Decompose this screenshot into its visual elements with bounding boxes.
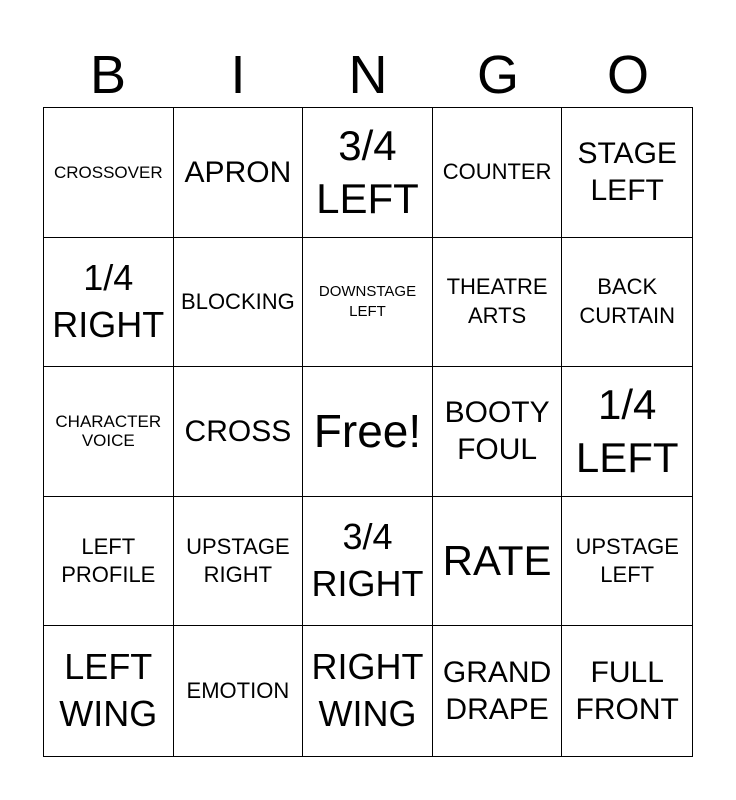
header-letter-g: G [476,45,519,105]
bingo-cell[interactable]: 1/4 RIGHT [44,238,174,368]
bingo-cell[interactable]: COUNTER [433,108,563,238]
header-letter-o: O [606,45,649,105]
bingo-cell[interactable]: CHARACTER VOICE [44,367,174,497]
bingo-cell[interactable]: 3/4 LEFT [303,108,433,238]
header-letter-b: B [89,45,127,105]
bingo-cell[interactable]: 1/4 LEFT [562,367,692,497]
bingo-header [43,44,693,106]
header-letter-i: I [230,45,246,105]
bingo-cell[interactable]: LEFT PROFILE [44,497,174,627]
bingo-cell[interactable]: 3/4 RIGHT [303,497,433,627]
bingo-cell[interactable]: RATE [433,497,563,627]
bingo-cell[interactable]: BOOTY FOUL [433,367,563,497]
bingo-cell[interactable]: APRON [174,108,304,238]
bingo-cell[interactable]: UPSTAGE LEFT [562,497,692,627]
bingo-cell[interactable]: THEATRE ARTS [433,238,563,368]
bingo-cell[interactable]: STAGE LEFT [562,108,692,238]
bingo-cell[interactable]: BLOCKING [174,238,304,368]
bingo-cell[interactable]: BACK CURTAIN [562,238,692,368]
free-space[interactable]: Free! [303,367,433,497]
bingo-board [43,107,693,757]
bingo-cell[interactable]: GRAND DRAPE [433,626,563,756]
bingo-cell[interactable]: LEFT WING [44,626,174,756]
bingo-cell[interactable]: RIGHT WING [303,626,433,756]
bingo-cell[interactable]: CROSSOVER [44,108,174,238]
bingo-cell[interactable]: UPSTAGE RIGHT [174,497,304,627]
header-letter-n: N [348,45,388,105]
bingo-cell[interactable]: DOWNSTAGE LEFT [303,238,433,368]
bingo-cell[interactable]: EMOTION [174,626,304,756]
bingo-cell[interactable]: FULL FRONT [575,655,679,727]
bingo-cell[interactable]: CROSS [174,367,304,497]
